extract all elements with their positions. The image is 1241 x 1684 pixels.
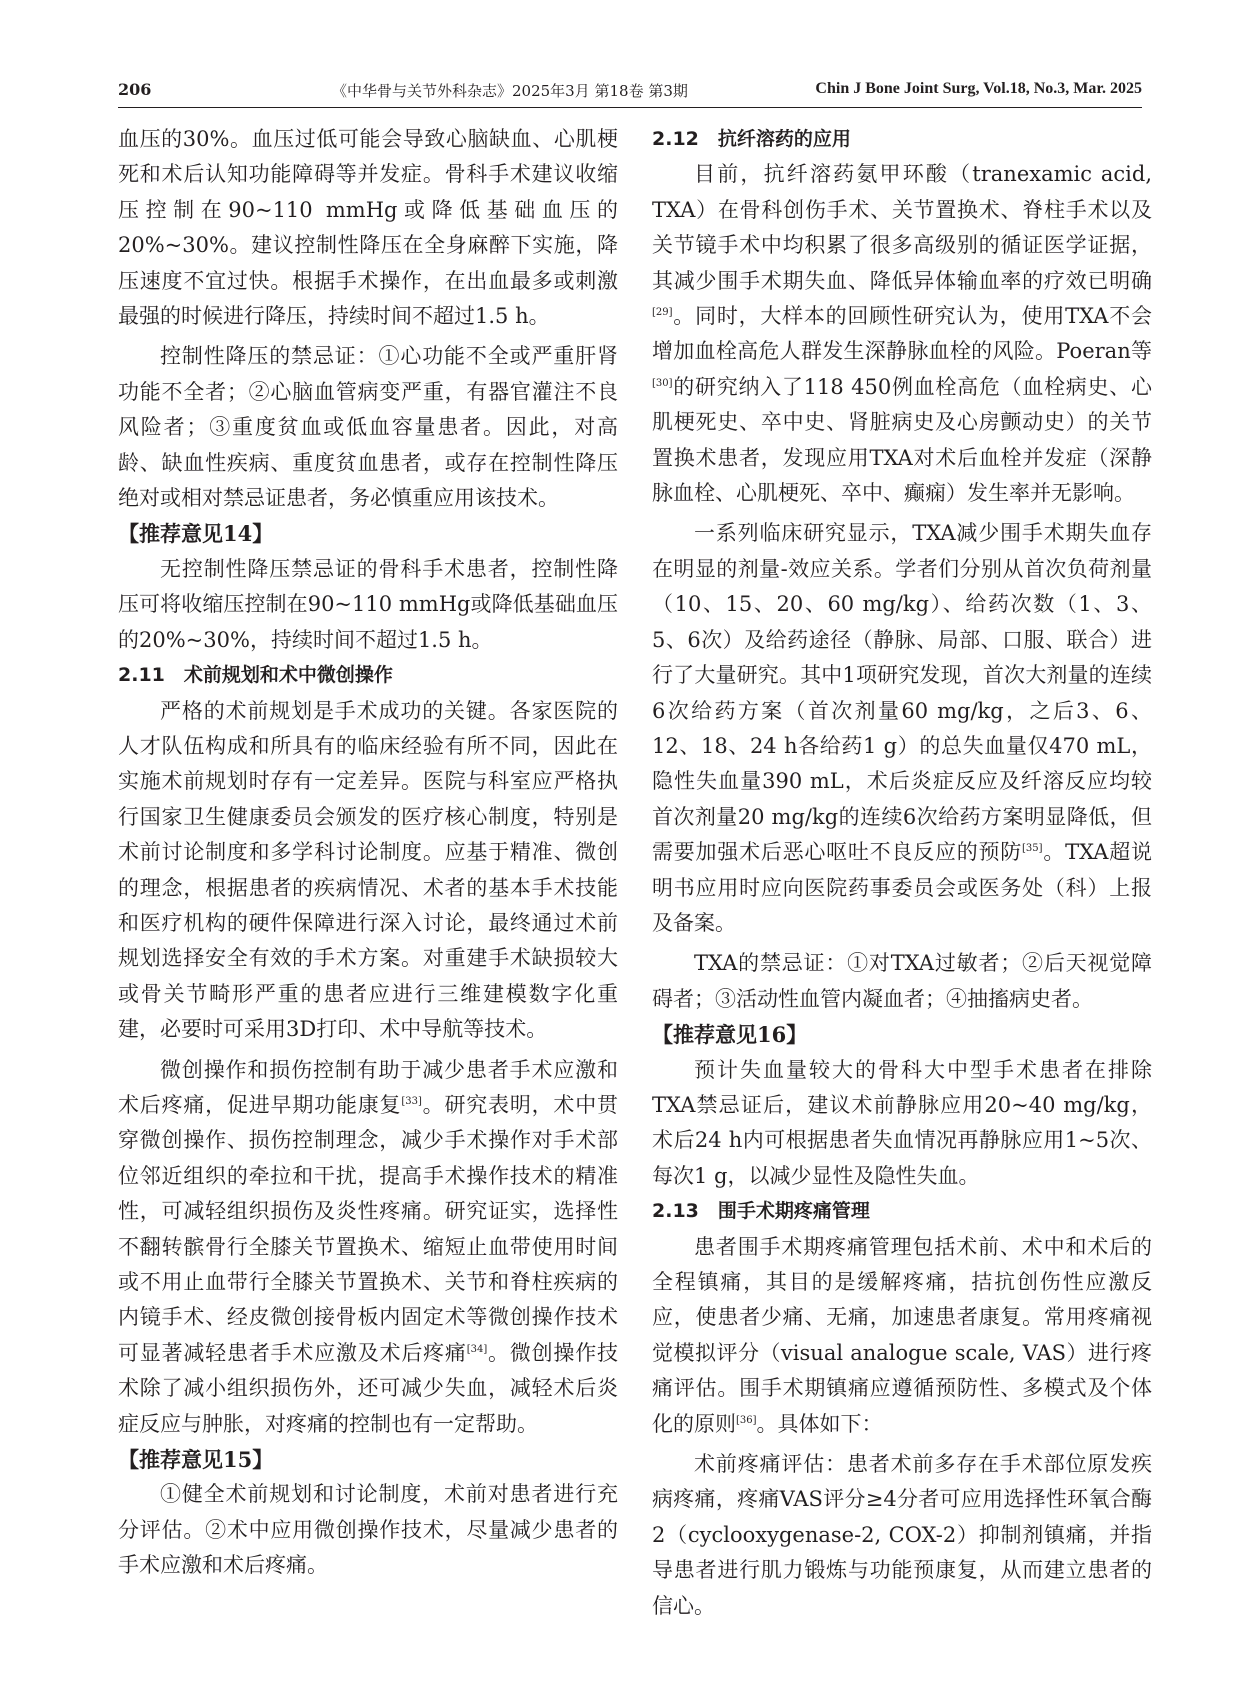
citation[interactable]: [29] [652,307,673,319]
page-number: 206 [118,80,152,99]
recommendation-heading: 【推荐意见15】 [118,1447,274,1473]
recommendation-heading: 【推荐意见16】 [652,1022,808,1048]
paragraph: 患者围手术期疼痛管理包括术前、术中和术后的全程镇痛，其目的是缓解疼痛，拮抗创伤性应激反应，使患者少痛、无痛，加速患者康复。常用疼痛视觉模拟评分（visual analogue scale, VAS）进行疼痛评估。围手术期镇痛应遵循预防性、多模式及个体化的原则[36]。具体如下： [652,1234,1152,1436]
citation[interactable]: [33] [401,1095,422,1107]
paragraph: 一系列临床研究显示，TXA减少围手术期失血存在明显的剂量-效应关系。学者们分别从首次负荷剂量（10、15、20、60 mg/kg）、给药次数（1、3、5、6次）及给药途径（静脉、局部、口服、联合）进行了大量研究。其中1项研究发现，首次大剂量的连续6次给药方案（首次剂量60 mg/kg，之后3、6、12、18、24 h各给药1 g）的总失血量仅470 mL，隐性失血量390 mL，术后炎症反应及纤溶反应均较首次剂量20 mg/kg的连续6次给药方案明显降低，但需要加强术后恶心呕吐不良反应的预防[35]。TXA超说明书应用时应向医院药事委员会或医务处（科）上报及备案。 [652,521,1153,935]
left-column [118,122,618,1584]
paragraph: 血压的30%。血压过低可能会导致心脑缺血、心肌梗死和术后认知功能障碍等并发症。骨科手术建议收缩压控制在90~110 mmHg或降低基础血压的20%~30%。建议控制性降压在全身麻醉下实施，降压速度不宜过快。根据手术操作，在出血最多或刺激最强的时候进行降压，持续时间不超过1.5 h。 [118,127,618,329]
paragraph: 目前，抗纤溶药氨甲环酸（tranexamic acid, TXA）在骨科创伤手术、关节置换术、脊柱手术以及关节镜手术中均积累了很多高级别的循证医学证据，其减少围手术期失血、降低异体输血率的疗效已明确[29]。同时，大样本的回顾性研究认为，使用TXA不会增加血栓高危人群发生深静脉血栓的风险。Poeran等[30]的研究纳入了118 450例血栓高危（血栓病史、心肌梗死史、卒中史、肾脏病史及心房颤动史）的关节置换术患者，发现应用TXA对术后血栓并发症（深静脉血栓、心肌梗死、卒中、癫痫）发生率并无影响。 [652,162,1152,506]
citation[interactable]: [36] [736,1414,757,1426]
journal-title-cn: 《中华骨与关节外科杂志》2025年3月 第18卷 第3期 [332,82,688,100]
paragraph: 微创操作和损伤控制有助于减少患者手术应激和术后疼痛，促进早期功能康复[33]。研究表明，术中贯穿微创操作、损伤控制理念，减少手术操作对手术部位邻近组织的牵拉和干扰，提高手术操作技术的精准性，可减轻组织损伤及炎性疼痛。研究证实，选择性不翻转髌骨行全膝关节置换术、缩短止血带使用时间或不用止血带行全膝关节置换术、关节和脊柱疾病的内镜手术、经皮微创接骨板内固定术等微创操作技术可显著减轻患者手术应激及术后疼痛[34]。微创操作技术除了减小组织损伤外，还可减少失血，减轻术后炎症反应与肿胀，对疼痛的控制也有一定帮助。 [118,1057,619,1436]
journal-title-en: Chin J Bone Joint Surg, Vol.18, No.3, Mar. 2025 [815,80,1142,97]
recommendation-text: 预计失血量较大的骨科大中型手术患者在排除TXA禁忌证后，建议术前静脉应用20~40 mg/kg，术后24 h内可根据患者失血情况再静脉应用1~5次、每次1 g，以减少显性及隐性失血。 [652,1057,1152,1188]
recommendation-text: 无控制性降压禁忌证的骨科手术患者，控制性降压可将收缩压控制在90~110 mmHg或降低基础血压的20%~30%，持续时间不超过1.5 h。 [118,556,618,652]
section-heading: 2.11 术前规划和术中微创操作 [118,664,393,687]
header-rule [118,107,1142,108]
paragraph: TXA的禁忌证：①对TXA过敏者；②后天视觉障碍者；③活动性血管内凝血者；④抽搐病史者。 [652,951,1152,1011]
paragraph: 控制性降压的禁忌证：①心功能不全或严重肝肾功能不全者；②心脑血管病变严重，有器官灌注不良风险者；③重度贫血或低血容量患者。因此，对高龄、缺血性疾病、重度贫血患者，或存在控制性降压绝对或相对禁忌证患者，务必慎重应用该技术。 [118,344,618,511]
citation[interactable]: [35] [1022,843,1043,855]
recommendation-heading: 【推荐意见14】 [118,521,274,547]
section-heading: 2.13 围手术期疼痛管理 [652,1200,870,1223]
recommendation-text: ①健全术前规划和讨论制度，术前对患者进行充分评估。②术中应用微创操作技术，尽量减少患者的手术应激和术后疼痛。 [118,1482,618,1578]
running-header [118,74,1142,104]
citation[interactable]: [30] [652,377,673,389]
citation[interactable]: [34] [466,1343,488,1355]
right-column [652,122,1152,1624]
section-heading: 2.12 抗纤溶药的应用 [652,128,851,150]
paragraph: 严格的术前规划是手术成功的关键。各家医院的人才队伍构成和所具有的临床经验有所不同，因此在实施术前规划时存有一定差异。医院与科室应严格执行国家卫生健康委员会颁发的医疗核心制度，特别是术前讨论制度和多学科讨论制度。应基于精准、微创的理念，根据患者的疾病情况、术者的基本手术技能和医疗机构的硬件保障进行深入讨论，最终通过术前规划选择安全有效的手术方案。对重建手术缺损较大或骨关节畸形严重的患者应进行三维建模数字化重建，必要时可采用3D打印、术中导航等技术。 [118,698,618,1042]
paragraph: 术前疼痛评估：患者术前多存在手术部位原发疾病疼痛，疼痛VAS评分≥4分者可应用选择性环氧合酶2（cyclooxygenase-2, COX-2）抑制剂镇痛，并指导患者进行肌力锻炼与功能预康复，从而建立患者的信心。 [652,1452,1152,1618]
